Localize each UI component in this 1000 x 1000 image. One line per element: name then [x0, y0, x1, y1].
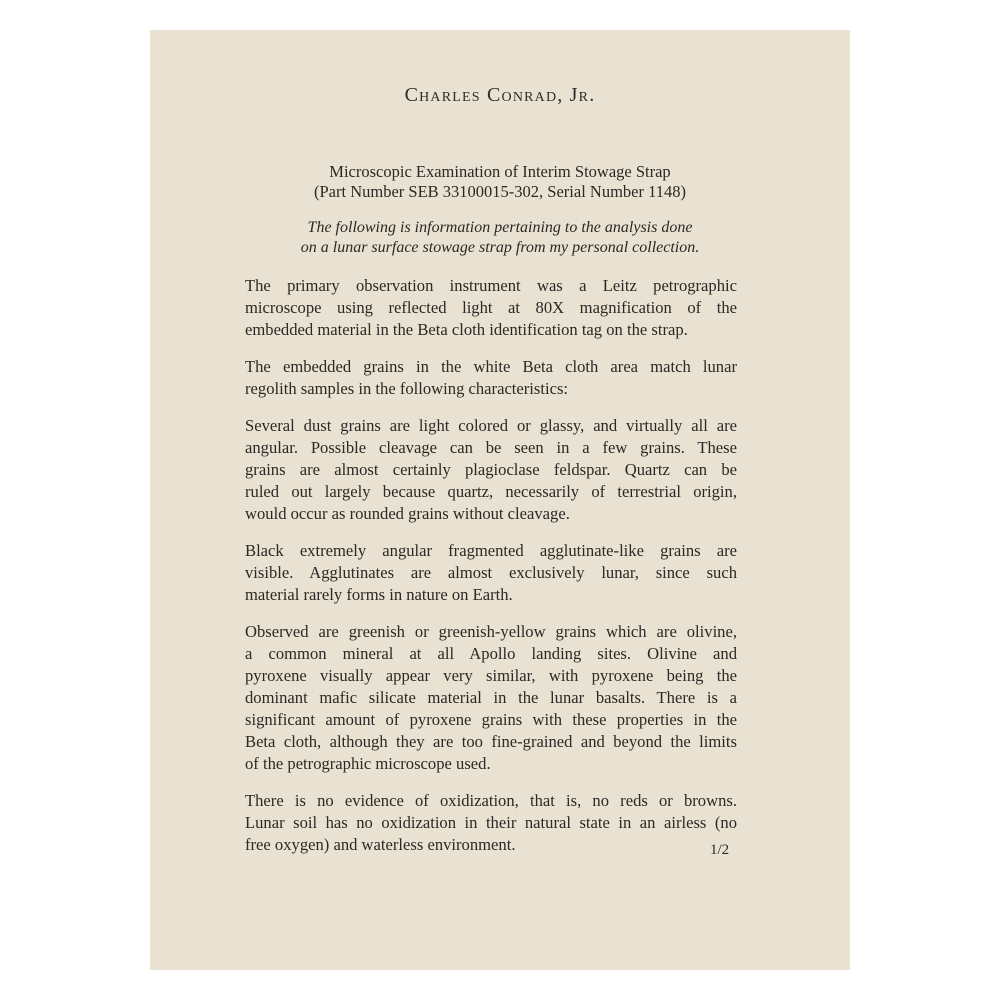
- intro-statement: [150, 218, 850, 258]
- text-line: embedded material in the Beta cloth identification tag on the strap.: [245, 320, 688, 339]
- text-line: material rarely forms in nature on Earth.: [245, 585, 513, 604]
- text-line: The embedded grains in the white Beta cloth area match lunar: [245, 357, 737, 376]
- text-line: Beta cloth, although they are too fine-grained and beyond the limits: [245, 732, 737, 751]
- text-line: of the petrographic microscope used.: [245, 754, 491, 773]
- text-line: free oxygen) and waterless environment.: [245, 835, 516, 854]
- intro-line: The following is information pertaining to the analysis done: [307, 219, 693, 236]
- document-page: [150, 30, 850, 970]
- paragraph: [245, 540, 737, 606]
- text-line: The primary observation instrument was a Leitz petrographic: [245, 276, 737, 295]
- paragraph: [245, 790, 737, 856]
- title-line: Microscopic Examination of Interim Stowage Strap: [329, 162, 671, 181]
- paragraph: [245, 275, 737, 341]
- page-number: 1/2: [710, 842, 730, 858]
- text-line: Black extremely angular fragmented agglutinate-like grains are: [245, 541, 737, 560]
- paragraph: [245, 621, 737, 775]
- letterhead-name: Charles Conrad, Jr.: [404, 84, 596, 106]
- text-line: a common mineral at all Apollo landing sites. Olivine and: [245, 644, 737, 663]
- text-line: significant amount of pyroxene grains with these properties in the: [245, 710, 737, 729]
- text-line: Observed are greenish or greenish-yellow grains which are olivine,: [245, 622, 737, 641]
- text-line: Lunar soil has no oxidization in their natural state in an airless (no: [245, 813, 737, 832]
- text-line: grains are almost certainly plagioclase feldspar. Quartz can be: [245, 460, 737, 479]
- text-line: There is no evidence of oxidization, that is, no reds or browns.: [245, 791, 737, 810]
- text-line: would occur as rounded grains without cleavage.: [245, 504, 570, 523]
- text-line: microscope using reflected light at 80X magnification of the: [245, 298, 737, 317]
- text-line: Several dust grains are light colored or glassy, and virtually all are: [245, 416, 737, 435]
- paragraph: [245, 415, 737, 525]
- intro-line: on a lunar surface stowage strap from my personal collection.: [300, 239, 700, 256]
- text-line: ruled out largely because quartz, necessarily of terrestrial origin,: [245, 482, 737, 501]
- text-line: pyroxene visually appear very similar, with pyroxene being the: [245, 666, 737, 685]
- text-line: visible. Agglutinates are almost exclusively lunar, since such: [245, 563, 737, 582]
- title-line: (Part Number SEB 33100015-302, Serial Number 1148): [314, 182, 686, 201]
- document-title: [150, 162, 850, 202]
- text-line: angular. Possible cleavage can be seen in a few grains. These: [245, 438, 737, 457]
- paragraph: [245, 356, 737, 400]
- text-line: regolith samples in the following characteristics:: [245, 379, 569, 398]
- document-body: [245, 275, 737, 871]
- text-line: dominant mafic silicate material in the lunar basalts. There is a: [245, 688, 737, 707]
